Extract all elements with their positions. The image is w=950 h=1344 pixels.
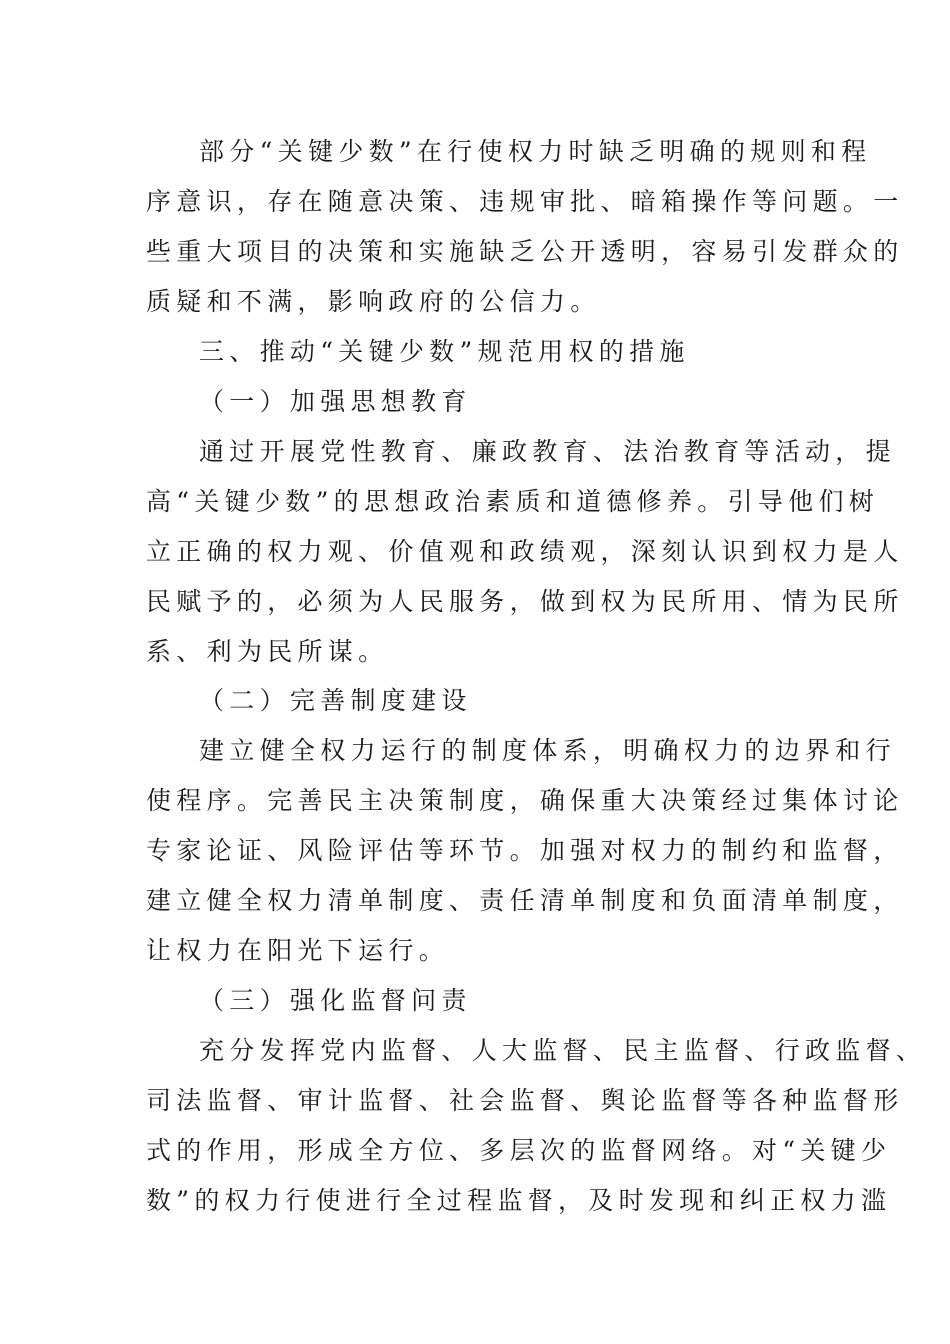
paragraph-line: 部分“关键少数”在行使权力时缺乏明确的规则和程 <box>199 137 872 166</box>
paragraph-line: 数”的权力行使进行全过程监督，及时发现和纠正权力滥 <box>146 1186 892 1215</box>
paragraph-line: 让权力在阳光下运行。 <box>146 936 450 965</box>
paragraph-line: 建立健全权力运行的制度体系，明确权力的边界和行 <box>199 736 896 765</box>
paragraph-line: 充分发挥党内监督、人大监督、民主监督、行政监督、 <box>199 1036 927 1065</box>
paragraph-line: 民赋予的，必须为人民服务，做到权为民所用、情为民所 <box>146 587 904 616</box>
section-heading: 三、推动“关键少数”规范用权的措施 <box>199 337 690 366</box>
paragraph-line: 高“关键少数”的思想政治素质和道德修养。引导他们树 <box>146 487 880 516</box>
paragraph-line: 式的作用，形成全方位、多层次的监督网络。对“关键少 <box>146 1136 892 1165</box>
paragraph-line: 建立健全权力清单制度、责任清单制度和负面清单制度， <box>146 886 904 915</box>
paragraph-line: 立正确的权力观、价值观和政绩观，深刻认识到权力是人 <box>146 537 904 566</box>
paragraph-line: 专家论证、风险评估等环节。加强对权力的制约和监督， <box>146 836 904 865</box>
paragraph-line: 通过开展党性教育、廉政教育、法治教育等活动，提 <box>199 437 896 466</box>
paragraph-line: 质疑和不满，影响政府的公信力。 <box>146 287 601 316</box>
paragraph-line: 系、利为民所谋。 <box>146 637 389 666</box>
paragraph-line: 使程序。完善民主决策制度，确保重大决策经过集体讨论 <box>146 786 904 815</box>
paragraph-line: 司法监督、审计监督、社会监督、舆论监督等各种监督形 <box>146 1086 904 1115</box>
subsection-heading: （一）加强思想教育 <box>199 387 472 416</box>
paragraph-line: 序意识，存在随意决策、违规审批、暗箱操作等问题。一 <box>146 187 904 216</box>
paragraph-line: 些重大项目的决策和实施缺乏公开透明，容易引发群众的 <box>146 237 904 266</box>
subsection-heading: （二）完善制度建设 <box>199 686 472 715</box>
subsection-heading: （三）强化监督问责 <box>199 986 472 1015</box>
